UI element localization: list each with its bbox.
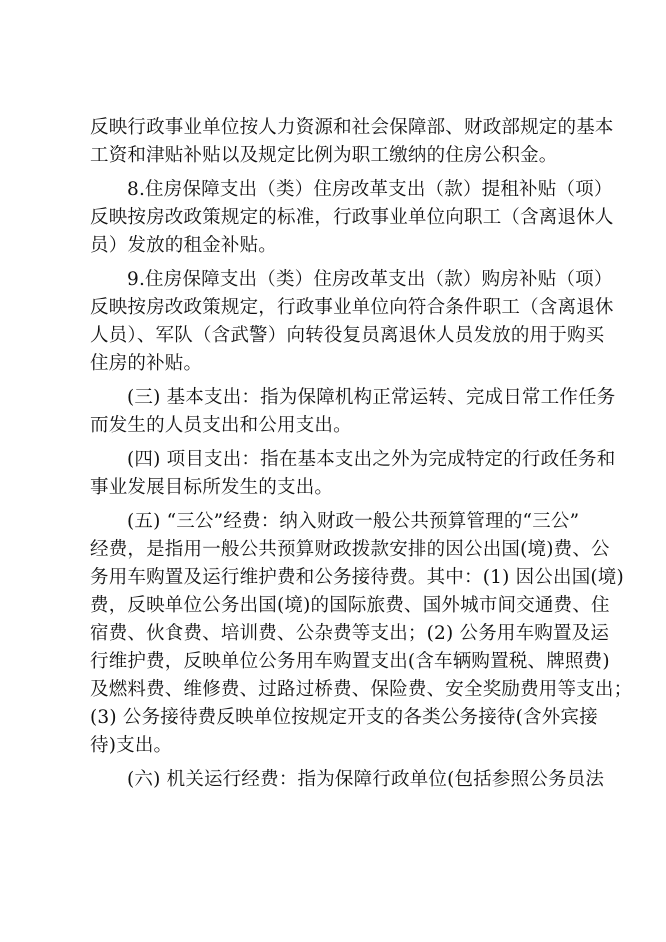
text-line: 员）发放的租金补贴。 [90, 235, 278, 256]
paragraph-operating-expenses [90, 766, 605, 794]
text-line: 费，反映单位公务出国(境)的国际旅费、国外城市间交通费、住 [90, 595, 610, 616]
paragraph-basic-expenditure [90, 384, 616, 440]
text-line: 住房的补贴。 [90, 353, 203, 374]
text-line: (四) 项目支出：指在基本支出之外为完成特定的行政任务和 [127, 449, 616, 470]
text-line: 及燃料费、维修费、过路过桥费、保险费、安全奖励费用等支出； [90, 679, 633, 700]
text-line: 务用车购置及运行维护费和公务接待费。其中：(1) 因公出国(境) [90, 567, 624, 588]
text-line: 反映按房改政策规定，行政事业单位向符合条件职工（含离退休 [90, 297, 614, 318]
text-line: 而发生的人员支出和公用支出。 [90, 415, 352, 436]
text-line: 9.住房保障支出（类）住房改革支出（款）购房补贴（项） [127, 269, 613, 290]
paragraph-housing-fund-continued [90, 114, 614, 170]
text-line: 反映按房改政策规定的标准，行政事业单位向职工（含离退休人 [90, 207, 614, 228]
text-line: 人员）、军队（含武警）向转役复员离退休人员发放的用于购买 [90, 325, 605, 346]
paragraph-purchase-subsidy [90, 266, 614, 378]
document-body [90, 114, 633, 800]
text-line: 经费，是指用一般公共预算财政拨款安排的因公出国(境)费、公 [90, 539, 610, 560]
text-line: 8.住房保障支出（类）住房改革支出（款）提租补贴（项） [127, 179, 613, 200]
text-line: (六) 机关运行经费：指为保障行政单位(包括参照公务员法 [127, 769, 605, 790]
text-line: 待)支出。 [90, 735, 173, 756]
paragraph-project-expenditure [90, 446, 616, 502]
text-line: 事业发展目标所发生的支出。 [90, 477, 334, 498]
text-line: 工资和津贴补贴以及规定比例为职工缴纳的住房公积金。 [90, 145, 558, 166]
paragraph-rent-subsidy [90, 176, 614, 260]
text-line: (3) 公务接待费反映单位按规定开支的各类公务接待(含外宾接 [90, 707, 598, 728]
text-line: 行维护费，反映单位公务用车购置支出(含车辆购置税、牌照费) [90, 651, 610, 672]
text-line: 反映行政事业单位按人力资源和社会保障部、财政部规定的基本 [90, 117, 614, 138]
text-line: (三) 基本支出：指为保障机构正常运转、完成日常工作任务 [127, 387, 616, 408]
text-line: 宿费、伙食费、培训费、公杂费等支出；(2) 公务用车购置及运 [90, 623, 610, 644]
paragraph-three-public-expenses [90, 508, 633, 760]
text-line: (五) “三公”经费：纳入财政一般公共预算管理的“三公” [127, 511, 580, 532]
